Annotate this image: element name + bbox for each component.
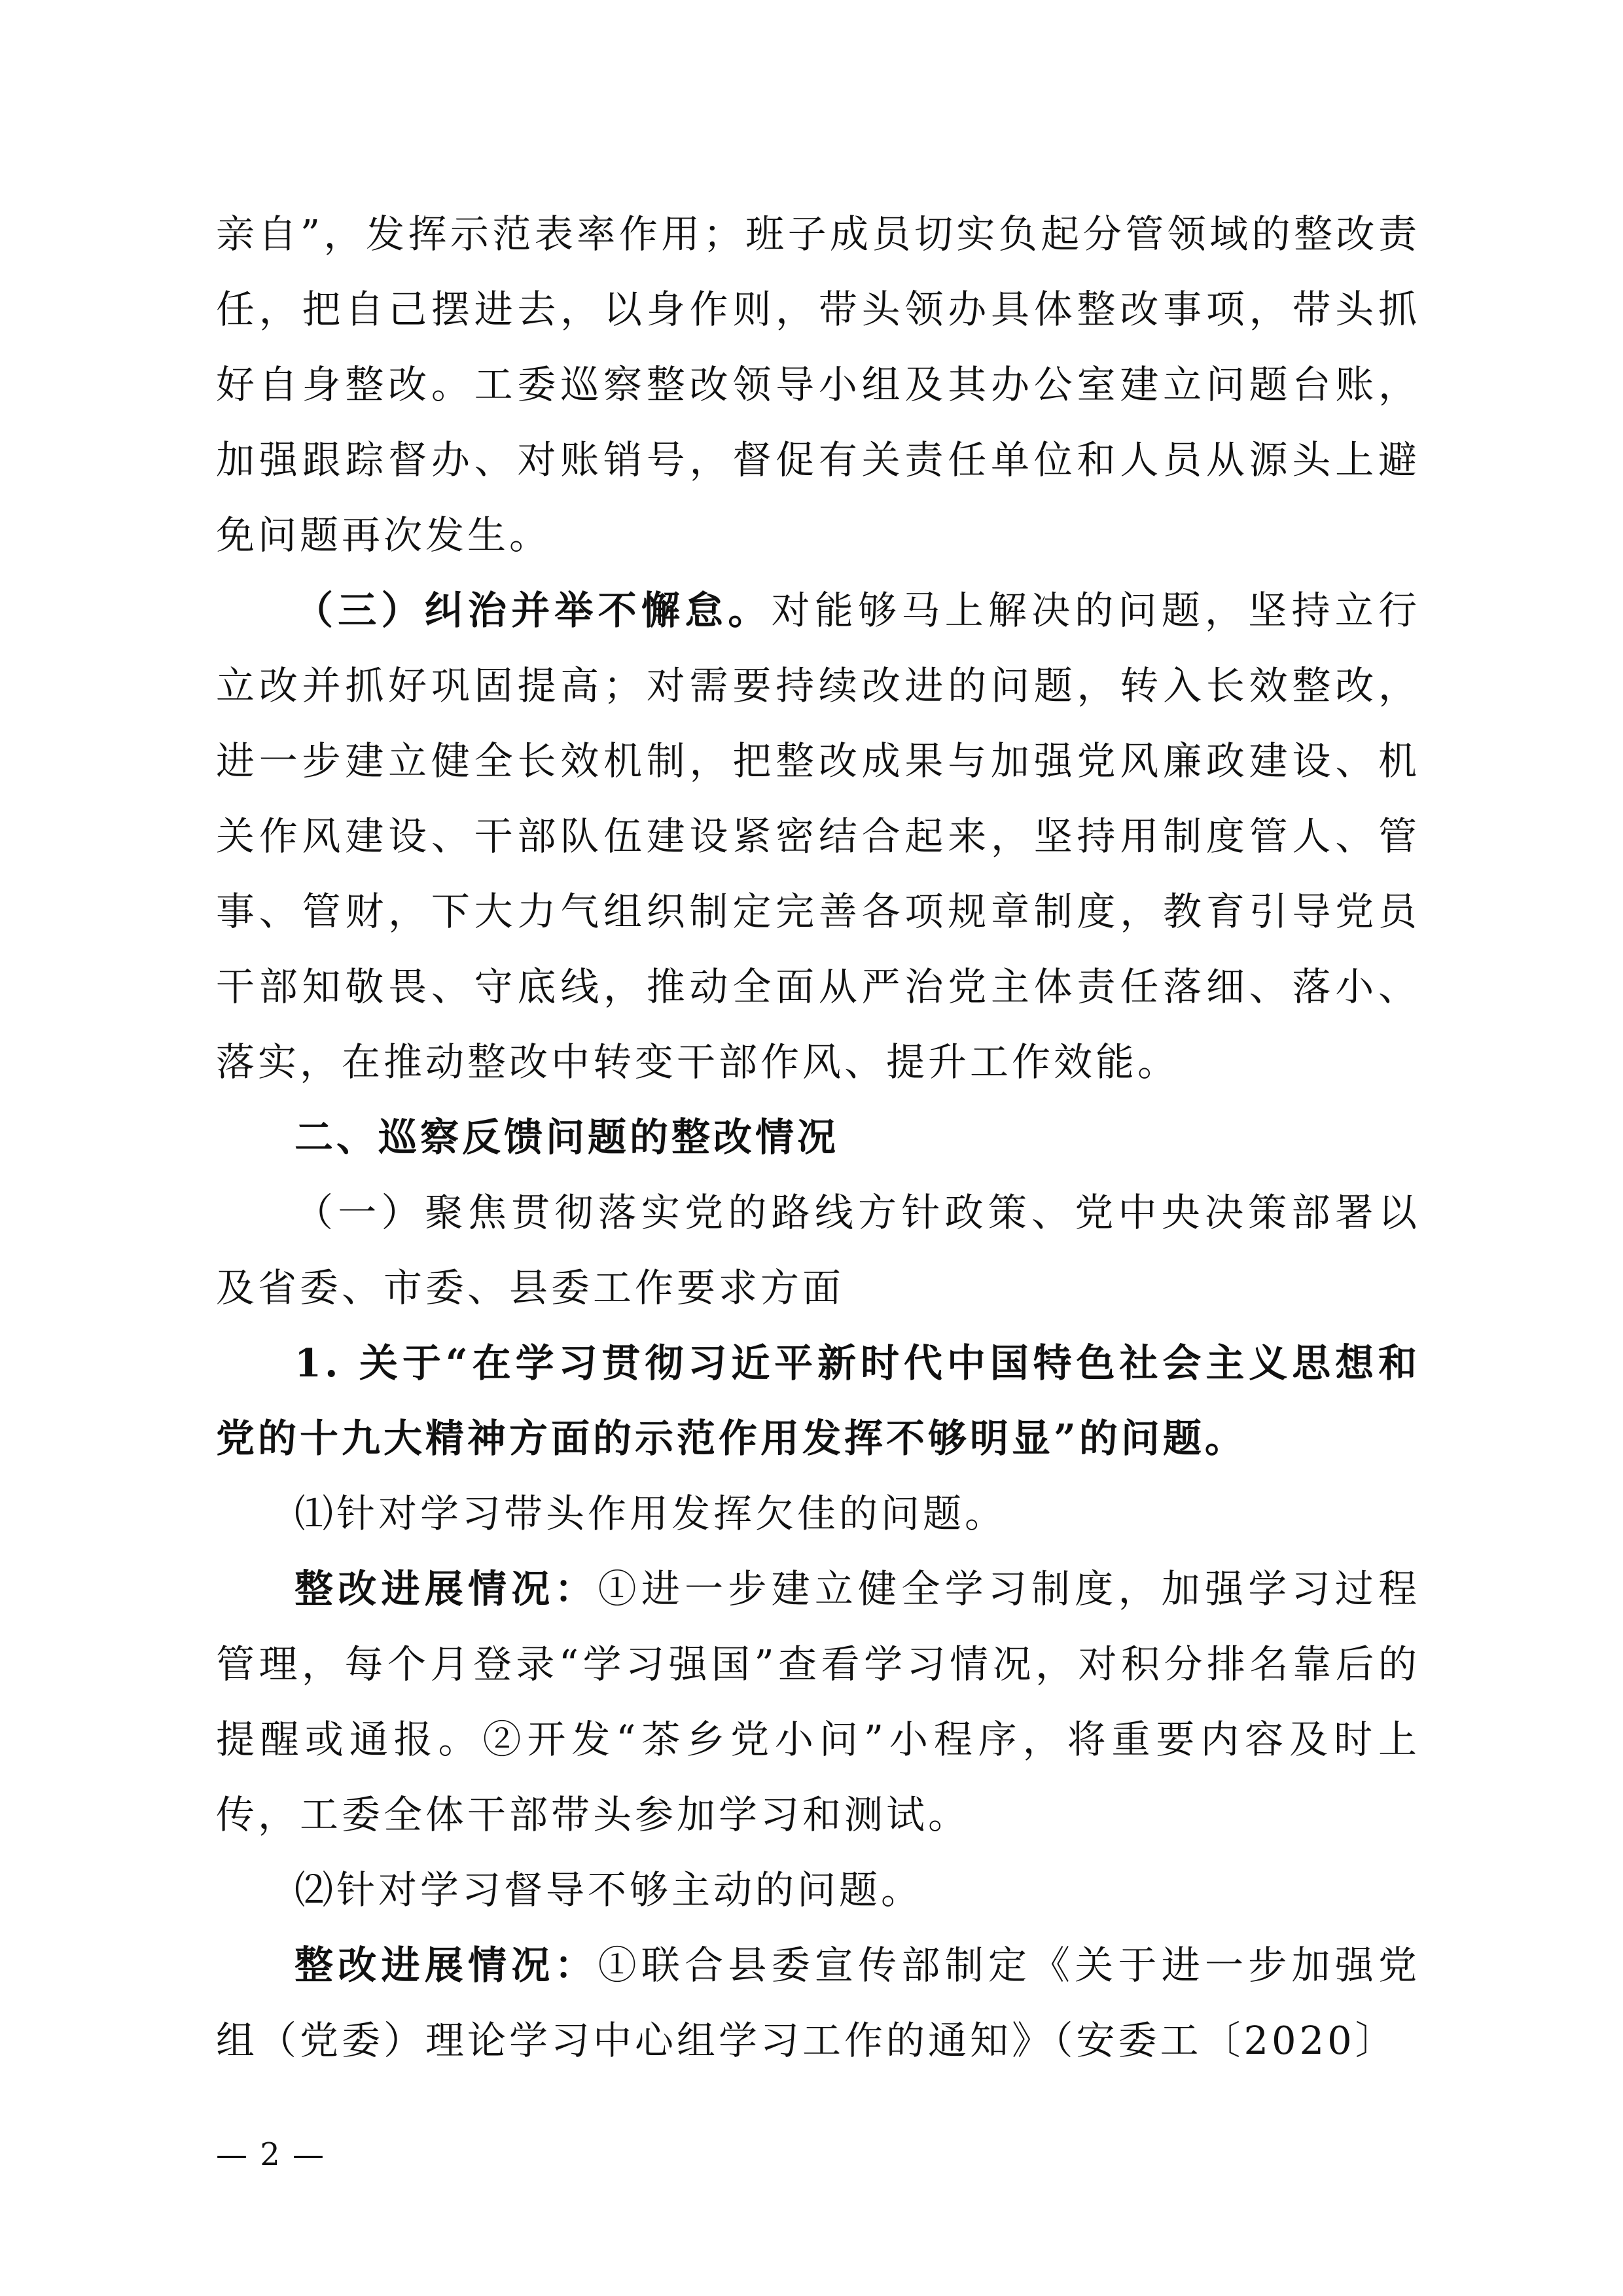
subsection-one-title: （一）聚焦贯彻落实党的路线方针政策、党中央决策部署以及省委、市委、县委工作要求方面 [216,1190,1420,1310]
progress-2-body: ①联合县委宣传部制定《关于进一步加强党组（党委）理论学习中心组学习工作的通知》（安委工〔2020〕 [216,1943,1420,2063]
paragraph-2-body: 对能够马上解决的问题，坚持立行立改并抓好巩固提高；对需要持续改进的问题，转入长效整改，进一步建立健全长效机制，把整改成果与加强党风廉政建设、机关作风建设、干部队伍建设紧密结合起来，坚持用制度管人、管事、管财，下大力气组织制定完善各项规章制度，教育引导党员干部知敬畏、守底线，推动全面从严治党主体责任落细、落小、落实，在推动整改中转变干部作风、提升工作效能。 [216,588,1420,1085]
document-body [216,196,1420,2078]
progress-1-label: 整改进展情况： [294,1566,598,1611]
item-one-title: 1. 关于“在学习贯彻习近平新时代中国特色社会主义思想和党的十九大精神方面的示范作用发挥不够明显”的问题。 [216,1340,1420,1461]
issue-1: ⑴针对学习带头作用发挥欠佳的问题。 [294,1491,1007,1536]
paragraph-2 [216,573,1420,1100]
progress-2-label: 整改进展情况： [294,1943,598,1988]
issue-2: ⑵针对学习督导不够主动的问题。 [294,1867,923,1912]
progress-2 [216,1928,1420,2078]
paragraph-1: 亲自”，发挥示范表率作用；班子成员切实负起分管领域的整改责任，把自己摆进去，以身作则，带头领办具体整改事项，带头抓好自身整改。工委巡察整改领导小组及其办公室建立问题台账，加强跟踪督办、对账销号，督促有关责任单位和人员从源头上避免问题再次发生。 [216,211,1420,558]
progress-1 [216,1551,1420,1852]
progress-1-body: ①进一步建立健全学习制度，加强学习过程管理，每个月登录“学习强国”查看学习情况，对积分排名靠后的提醒或通报。②开发“茶乡党小问”小程序，将重要内容及时上传，工委全体干部带头参加学习和测试。 [216,1566,1420,1837]
paragraph-2-heading: （三）纠治并举不懈怠。 [294,588,772,633]
section-two-title: 二、巡察反馈问题的整改情况 [294,1115,840,1160]
page-number: — 2 — [216,2136,326,2173]
